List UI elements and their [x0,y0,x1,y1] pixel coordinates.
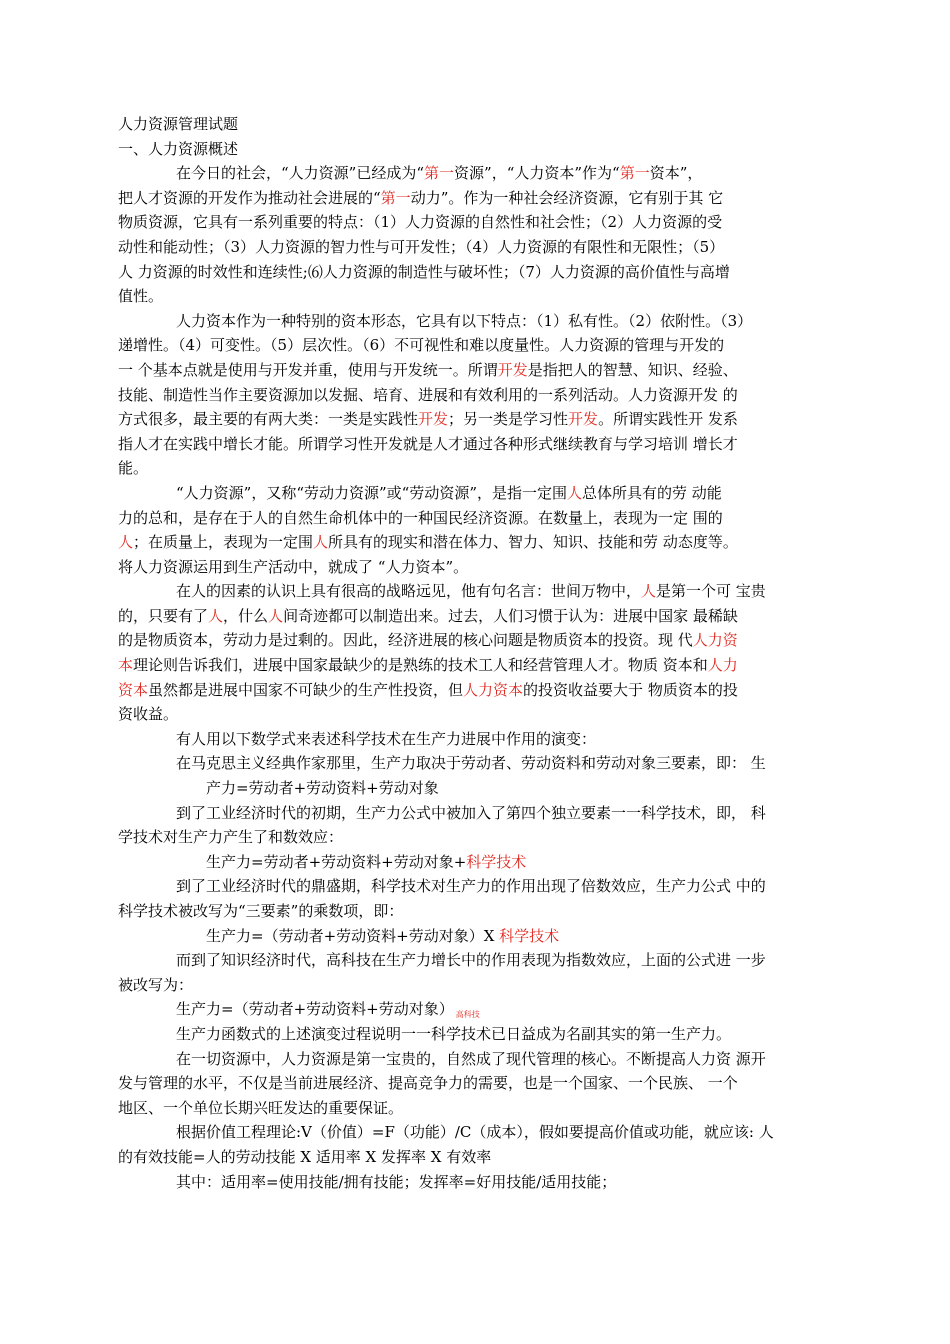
highlighted-text: 人 [268,606,284,625]
text-run: 根据价值工程理论:V（价值）=F（功能）/C（成本），假如要提高价值或功能，就应该: 人 [176,1123,774,1142]
text-line [118,1022,823,1047]
highlighted-text: 科学技术 [466,852,527,871]
text-run: 生产力=（劳动者+劳动资料+劳动对象） [176,1000,454,1019]
text-line [118,333,823,358]
text-line [118,407,823,432]
text-line [118,161,823,186]
text-run: 虽然都是进展中国家不可缺少的生产性投资，但 [148,680,464,699]
text-line [118,850,823,875]
text-run: 人 力资源的时效性和连续性;⑹人力资源的制造性与破坏性；（7）人力资源的高价值性与高增 [118,262,730,281]
text-run: 资本”， [649,164,703,183]
text-run: 物质资源，它具有一系列重要的特点：（1）人力资源的自然性和社会性；（2）人力资源的受 [118,213,723,232]
text-run: 总体所具有的劳 动能 [582,483,722,502]
text-run: ，什么 [223,606,269,625]
text-run: 力的总和，是存在于人的自然生命机体中的一种国民经济资源。在数量上，表现为一定 围的 [118,508,723,527]
text-run: 生产力函数式的上述演变过程说明一一科学技术已日益成为名副其实的第一生产力。 [176,1024,732,1043]
text-run: “人力资源”，又称“劳动力资源”或“劳动资源”，是指一定围 [176,483,568,502]
text-run: 间奇迹都可以制造出来。过去，人们习惯于认为：进展中国家 最稀缺 [283,606,738,625]
document-title: 人力资源管理试题 [118,115,239,133]
text-line [118,284,823,309]
text-run: 所具有的现实和潜在体力、智力、知识、技能和劳 动态度等。 [328,533,738,552]
text-line [118,702,823,727]
text-run: 科学技术被改写为“三要素”的乘数项，即： [118,902,404,920]
text-line [118,432,823,457]
text-line [118,506,823,531]
highlighted-text: 开发 [568,410,599,429]
text-line [118,678,823,703]
text-line [118,456,823,481]
text-run: 到了工业经济时代的鼎盛期，科学技术对生产力的作用出现了倍数效应，生产力公式 中的 [176,877,766,896]
highlighted-text: 人力资 [692,631,738,650]
highlighted-text: 人 [313,533,329,552]
text-run: 的是物质资本，劳动力是过剩的。因此，经济进展的核心问题是物质资本的投资。现 代 [118,631,693,650]
text-run: 将人力资源运用到生产活动中，就成了 “人力资本”。 [118,557,469,576]
text-run: 能。 [118,459,149,478]
text-line [118,1047,823,1072]
text-line [118,309,823,334]
highlighted-text: 开发 [497,360,528,379]
text-run: 是指把人的智慧、知识、经验、 [527,360,738,379]
text-run: 产力=劳动者+劳动资料+劳动对象 [206,779,439,798]
text-line [118,1096,823,1121]
text-line [118,751,823,776]
text-run: 技能、制造性当作主要资源加以发掘、培育、进展和有效利用的一系列活动。人力资源开发 的 [118,385,738,404]
document-body [118,112,823,1194]
highlighted-text: 资本 [118,680,149,699]
text-run: 发与管理的水平，不仅是当前进展经济、提高竞争力的需要，也是一个国家、一个民族、 一个 [118,1074,738,1093]
text-run: 动力”。作为一种社会经济资源，它有别于其 它 [410,188,724,207]
text-run: 被改写为： [118,975,194,994]
text-line [118,604,823,629]
highlighted-text: 人 [641,582,657,601]
text-run: ；另一类是学习性 [448,410,569,429]
text-run: 在人的因素的认识上具有很高的战略远见，他有句名言：世间万物中， [176,582,642,601]
highlighted-text: 第一 [380,188,411,207]
text-line [118,260,823,285]
highlighted-text: 人 [208,606,224,625]
text-line [118,973,823,998]
text-line [118,1170,823,1195]
text-line [118,186,823,211]
highlighted-text: 人 [118,533,134,552]
text-line [118,874,823,899]
text-line [118,1120,823,1145]
text-line [118,727,823,752]
text-line [118,579,823,604]
text-line [118,948,823,973]
text-run: 在今日的社会，“人力资源”已经成为“ [176,164,425,183]
text-line [118,997,823,1022]
highlighted-text: 人 [567,483,583,502]
text-line [118,210,823,235]
text-run: 的，只要有了 [118,606,209,625]
text-line [118,530,823,555]
text-run: 的有效技能=人的劳动技能 X 适用率 X 发挥率 X 有效率 [118,1147,492,1166]
text-run: 有人用以下数学式来表述科学技术在生产力进展中作用的演变： [176,729,597,748]
text-run: 值性。 [118,287,164,306]
highlighted-text: 第一 [619,164,650,183]
text-line [118,1071,823,1096]
text-line [118,628,823,653]
text-run: 。所谓实践性开 发系 [598,410,738,429]
text-line [118,1145,823,1170]
text-line [118,481,823,506]
text-line [118,924,823,949]
highlighted-text: 科学技术 [499,926,560,945]
highlighted-text: 人力资本 [463,680,524,699]
text-line [118,383,823,408]
text-run: 生产力=劳动者+劳动资料+劳动对象+ [206,852,467,871]
text-run: 地区、一个单位长期兴旺发达的重要保证。 [118,1098,404,1117]
text-line [118,776,823,801]
text-run: 一 个基本点就是使用与开发并重，使用与开发统一。所谓 [118,360,498,379]
text-run: 资源”，“人力资本”作为“ [454,164,620,183]
text-run: 动性和能动性；（3）人力资源的智力性与可开发性；（4）人力资源的有限性和无限性；（5） [118,237,725,256]
highlighted-text: 第一 [424,164,455,183]
text-line [118,358,823,383]
highlighted-text: 人力 [707,656,738,675]
text-run: 递增性。（4）可变性。（5）层次性。（6）不可视性和难以度量性。人力资源的管理与开发的 [118,336,725,355]
text-line [118,899,823,924]
text-run: 而到了知识经济时代，高科技在生产力增长中的作用表现为指数效应，上面的公式进 一步 [176,951,766,970]
highlighted-text: 开发 [418,410,449,429]
text-run: 指人才在实践中增长才能。所谓学习性开发就是人才通过各种形式继续教育与学习培训 增长才 [118,434,738,453]
section-heading: 一、人力资源概述 [118,139,239,158]
text-line [118,825,823,850]
text-run: 人力资本作为一种特别的资本形态，它具有以下特点：（1）私有性。（2）依附性。（3） [176,311,753,330]
text-run: 学技术对生产力产生了和数效应： [118,828,344,847]
text-line [118,555,823,580]
text-lines [118,161,823,1194]
text-line [118,801,823,826]
text-run: 理论则告诉我们，进展中国家最缺少的是熟练的技术工人和经营管理人才。物质 资本和 [133,656,708,675]
text-run: 其中：适用率=使用技能/拥有技能；发挥率=好用技能/适用技能； [176,1172,617,1191]
text-run: 的投资收益要大于 物质资本的投 [523,680,738,699]
text-run: ；在质量上，表现为一定围 [133,533,314,552]
text-run: 生产力=（劳动者+劳动资料+劳动对象）X [206,926,500,945]
text-run: 到了工业经济时代的初期，生产力公式中被加入了第四个独立要素一一科学技术，即， 科 [176,803,766,822]
highlighted-text: 本 [118,656,134,675]
subscript-text: 高科技 [455,1010,480,1020]
text-line [118,235,823,260]
text-run: 是第一个可 宝贵 [656,582,766,601]
text-run: 把人才资源的开发作为推动社会进展的“ [118,188,381,207]
text-run: 在马克思主义经典作家那里，生产力取决于劳动者、劳动资料和劳动对象三要素，即： 生 [176,754,766,773]
text-line [118,653,823,678]
text-run: 在一切资源中，人力资源是第一宝贵的，自然成了现代管理的核心。不断提高人力资 源开 [176,1049,766,1068]
text-run: 方式很多，最主要的有两大类：一类是实践性 [118,410,419,429]
text-run: 资收益。 [118,705,179,724]
